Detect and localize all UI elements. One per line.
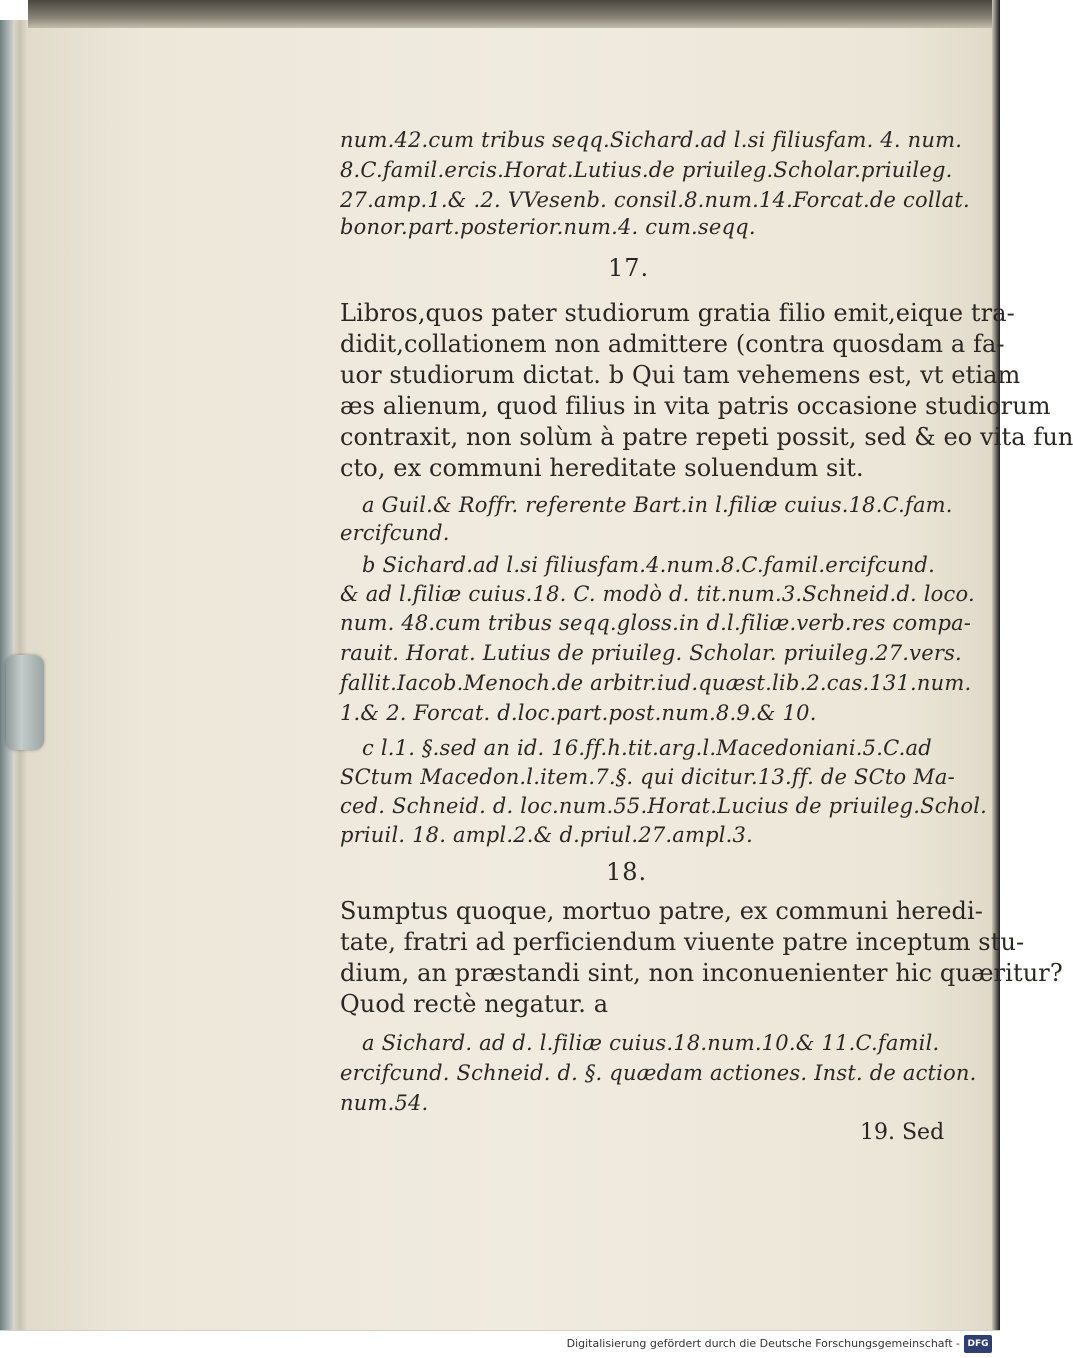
footer-bar [0,1330,1000,1358]
body-line: Libros,quos pater studiorum gratia filio emit,eique tra- [340,299,1015,327]
catchword: 19. Sed [860,1120,945,1145]
citation-line: 27.amp.1.& .2. VVesenb. consil.8.num.14.Forcat.de collat. [340,188,970,212]
body-line: tate, fratri ad perficiendum viuente patre inceptum stu- [340,928,1025,956]
footnote-line: ercifcund. [340,521,450,545]
footnote-line: 1.& 2. Forcat. d.loc.part.post.num.8.9.& 10. [340,701,817,725]
footnote-line: priuil. 18. ampl.2.& d.priul.27.ampl.3. [340,823,753,847]
body-line: contraxit, non solùm à patre repeti possit, sed & eo vita fun [340,423,1073,451]
footnote-line: ercifcund. Schneid. d. §. quædam actiones. Inst. de action. [340,1061,977,1085]
section-number: 17. [608,254,650,282]
footnote-line: c l.1. §.sed an id. 16.ff.h.tit.arg.l.Macedoniani.5.C.ad [362,736,932,760]
footnote-line: a Sichard. ad d. l.filiæ cuius.18.num.10.& 11.C.famil. [362,1031,940,1055]
footnote-line: num.54. [340,1091,429,1115]
body-line: uor studiorum dictat. b Qui tam vehemens est, vt etiam [340,361,1021,389]
citation-line: num.42.cum tribus seqq.Sichard.ad l.si filiusfam. 4. num. [340,128,963,152]
footnote-line: fallit.Iacob.Menoch.de arbitr.iud.quæst.lib.2.cas.131.num. [340,671,972,695]
footnote-line: num. 48.cum tribus seqq.gloss.in d.l.filiæ.verb.res compa- [340,611,972,635]
footnote-line: ced. Schneid. d. loc.num.55.Horat.Lucius de priuileg.Schol. [340,794,988,818]
section-number: 18. [606,858,648,886]
body-line: cto, ex communi hereditate soluendum sit. [340,454,864,482]
footnote-line: & ad l.filiæ cuius.18. C. modò d. tit.num.3.Schneid.d. loco. [340,582,975,606]
footnote-line: rauit. Horat. Lutius de priuileg. Scholar. priuileg.27.vers. [340,641,962,665]
footer-credit: Digitalisierung gefördert durch die Deutsche Forschungsgemeinschaft - [566,1337,960,1350]
footnote-line: a Guil.& Roffr. referente Bart.in l.filiæ cuius.18.C.fam. [362,493,953,517]
body-line: didit,collationem non admittere (contra quosdam a fa- [340,330,1005,358]
body-line: Quod rectè negatur. a [340,990,609,1018]
footnote-line: b Sichard.ad l.si filiusfam.4.num.8.C.famil.ercifcund. [362,553,935,577]
body-line: Sumptus quoque, mortuo patre, ex communi heredi- [340,897,984,925]
dfg-logo-icon: DFG [964,1335,992,1353]
footnote-line: SCtum Macedon.l.item.7.§. qui dicitur.13.ff. de SCto Ma- [340,765,955,789]
body-line: æs alienum, quod filius in vita patris occasione studiorum [340,392,1051,420]
citation-line: 8.C.famil.ercis.Horat.Lutius.de priuileg.Scholar.priuileg. [340,158,953,182]
citation-line: bonor.part.posterior.num.4. cum.seqq. [340,215,756,239]
body-line: dium, an præstandi sint, non inconuenienter hic quæritur? [340,959,1063,987]
